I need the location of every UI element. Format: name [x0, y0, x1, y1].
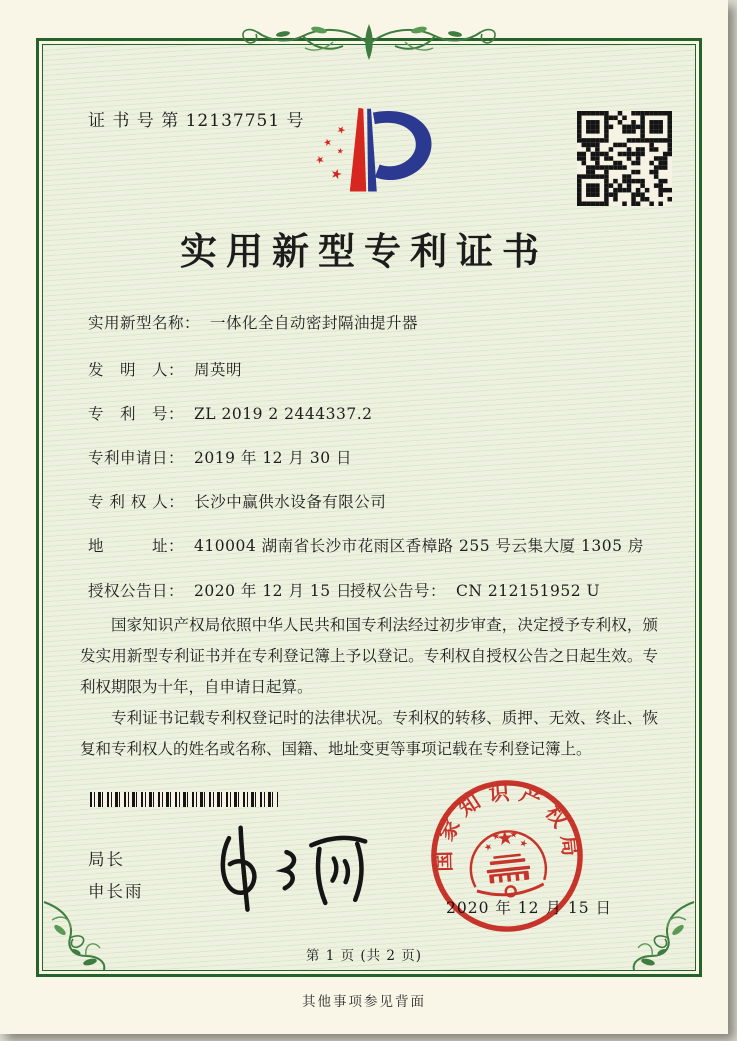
field-row-patentee — [88, 490, 386, 512]
field-label: 地 址： — [88, 537, 185, 555]
top-ornament — [229, 20, 509, 66]
field-row-name — [88, 311, 418, 333]
body-paragraph-2: 专利证书记载专利权登记时的法律状况。专利权的转移、质押、无效、终止、恢复和专利权人的姓名或名称、国籍、地址变更等事项记载在专利登记簿上。 — [80, 709, 658, 758]
back-note: 其他事项参见背面 — [302, 994, 426, 1010]
field-label: 专 利 号： — [88, 405, 185, 423]
field-row-inventor — [88, 358, 242, 380]
qr-code — [577, 111, 672, 206]
cnipa-logo-icon — [294, 100, 448, 206]
field-label: 发 明 人： — [88, 361, 185, 379]
field-value: 2019 年 12 月 30 日 — [194, 449, 353, 467]
field-value: 一体化全自动密封隔油提升器 — [210, 314, 419, 332]
field-value: 410004 湖南省长沙市花雨区香樟路 255 号云集大厦 1305 房 — [194, 537, 644, 555]
national-emblem — [467, 827, 549, 901]
certificate-title: 实用新型专利证书 — [180, 229, 548, 273]
legal-text — [80, 610, 658, 765]
director-name: 申长雨 — [88, 882, 144, 901]
field-row-address — [88, 534, 644, 556]
barcode — [90, 792, 278, 807]
official-seal — [420, 769, 594, 943]
field-label: 授权公告日： — [88, 582, 185, 600]
seal-date: 2020 年 12 月 15 日 — [446, 899, 613, 917]
grant-no-pair — [350, 579, 600, 601]
body-paragraph-1: 国家知识产权局依照中华人民共和国专利法经过初步审查，决定授予专利权，颁发实用新型专利证书并在专利登记簿上予以登记。专利权自授权公告之日起生效。专利权期限为十年，自申请日起算。 — [80, 616, 658, 696]
field-value: 长沙中赢供水设备有限公司 — [194, 493, 387, 511]
field-label: 实用新型名称： — [88, 314, 201, 332]
field-label: 授权公告号： — [350, 582, 447, 600]
field-value: CN 212151952 U — [456, 582, 601, 600]
director-signature — [190, 817, 393, 916]
seal-text: 国家知识产权局 — [431, 780, 584, 873]
field-value: 周英明 — [194, 361, 243, 379]
field-value: ZL 2019 2 2444337.2 — [194, 405, 373, 423]
field-row-patent-no — [88, 402, 373, 424]
page-number: 第 1 页 (共 2 页) — [305, 948, 423, 964]
field-value: 2020 年 12 月 15 日 — [194, 582, 353, 600]
field-row-grant — [88, 579, 601, 601]
fields-section — [88, 311, 660, 611]
field-row-filing-date — [88, 446, 352, 468]
center-leaf — [365, 24, 373, 60]
field-label: 专 利 权 人： — [88, 493, 185, 511]
director-title: 局长 — [88, 850, 125, 869]
certificate-number: 证 书 号 第 12137751 号 — [88, 111, 305, 131]
field-label: 专利申请日： — [88, 449, 185, 467]
